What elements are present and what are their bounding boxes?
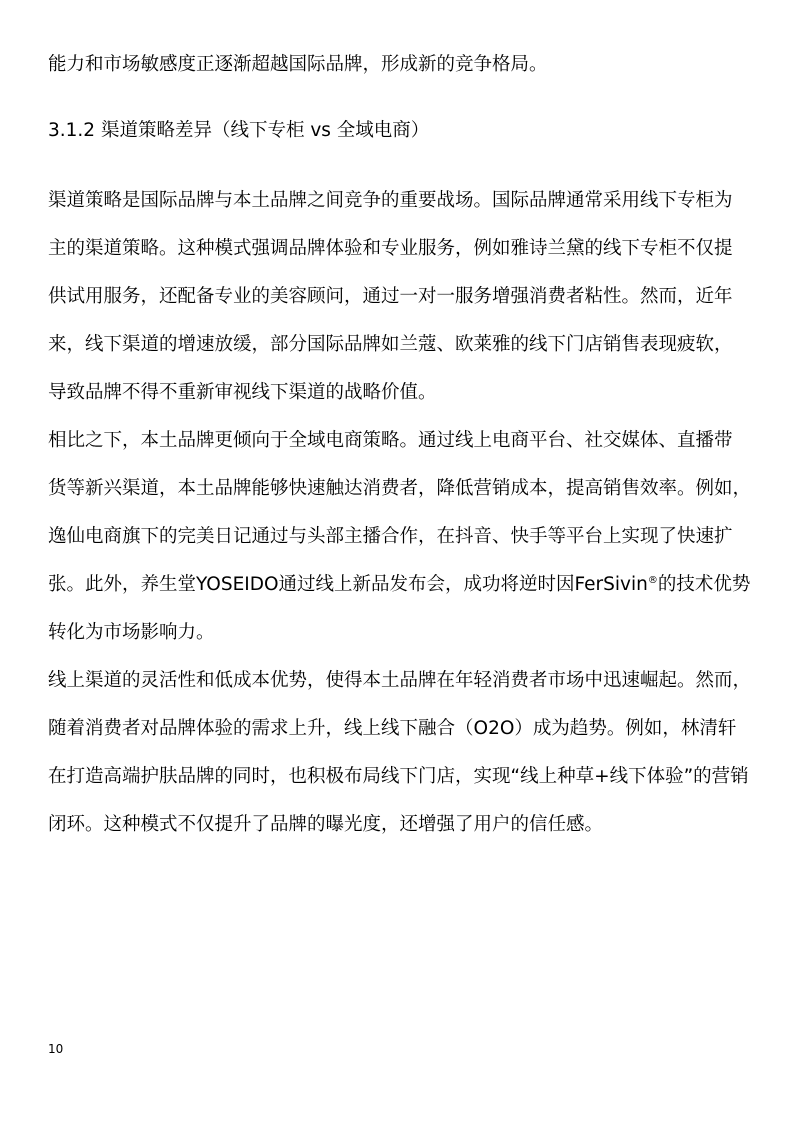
paragraph-line: 转化为市场影响力。	[48, 622, 215, 643]
paragraph-line: 相比之下，本土品牌更倾向于全域电商策略。通过线上电商平台、社交媒体、直播带	[48, 430, 733, 451]
section-heading: 3.1.2 渠道策略差异（线下专柜 vs 全域电商）	[48, 120, 430, 141]
page-number: 10	[48, 1042, 64, 1056]
paragraph-line: 导致品牌不得不重新审视线下渠道的战略价值。	[48, 382, 437, 403]
paragraph-line-text: 的技术优势	[657, 574, 751, 595]
paragraph-line: 渠道策略是国际品牌与本土品牌之间竞争的重要战场。国际品牌通常采用线下专柜为	[48, 190, 733, 211]
paragraph-line	[48, 573, 750, 597]
paragraph-line: 来，线下渠道的增速放缓，部分国际品牌如兰蔻、欧莱雅的线下门店销售表现疲软，	[48, 334, 733, 355]
intro-line: 能力和市场敏感度正逐渐超越国际品牌，形成新的竞争格局。	[48, 54, 548, 75]
paragraph-line: 供试用服务，还配备专业的美容顾问，通过一对一服务增强消费者粘性。然而，近年	[48, 286, 733, 307]
paragraph-line: 主的渠道策略。这种模式强调品牌体验和专业服务，例如雅诗兰黛的线下专柜不仅提	[48, 238, 733, 259]
paragraph-line: 货等新兴渠道，本土品牌能够快速触达消费者，降低营销成本，提高销售效率。例如，	[48, 478, 752, 499]
paragraph-line: 在打造高端护肤品牌的同时，也积极布局线下门店，实现“线上种草+线下体验”的营销	[48, 766, 749, 787]
paragraph-line: 闭环。这种模式不仅提升了品牌的曝光度，还增强了用户的信任感。	[48, 814, 604, 835]
paragraph-line-text: 张。此外，养生堂YOSEIDO通过线上新品发布会，成功将逆时因FerSivin	[48, 574, 648, 595]
paragraph-line: 线上渠道的灵活性和低成本优势，使得本土品牌在年轻消费者市场中迅速崛起。然而，	[48, 670, 752, 691]
paragraph-line: 逸仙电商旗下的完美日记通过与头部主播合作，在抖音、快手等平台上实现了快速扩	[48, 526, 733, 547]
registered-mark: ®	[647, 574, 658, 586]
paragraph-line: 随着消费者对品牌体验的需求上升，线上线下融合（O2O）成为趋势。例如，林清轩	[48, 718, 737, 739]
